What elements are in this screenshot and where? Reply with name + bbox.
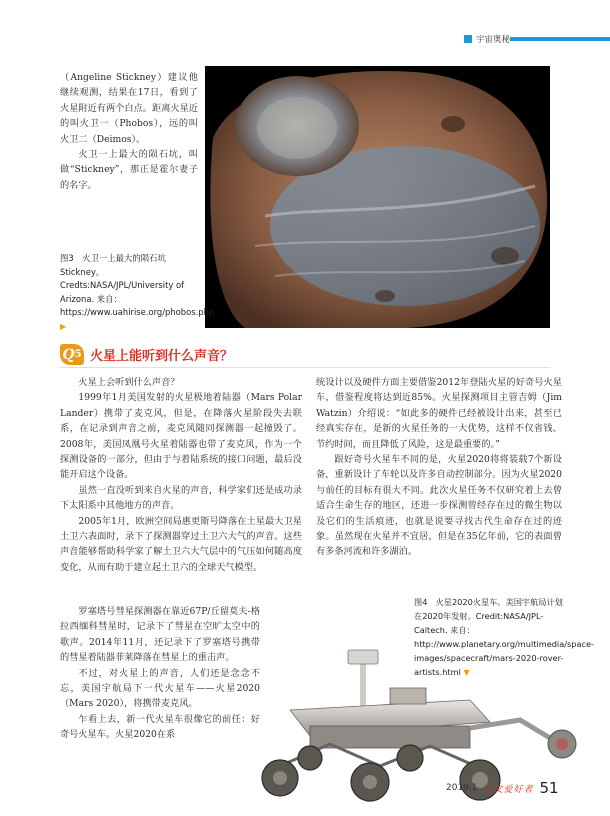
badge-number: 5 [74,349,82,360]
figure-3-caption-text: 图3 火卫一上最大的陨石坑Stickney。Credts:NASA/JPL/University of Arizona. 来自：https://www.uahirise.org/phobos.php [60,253,215,318]
paragraph: 不过，对火星上的声音，人们还是念念不忘，美国宇航局下一代火星车——火星2020（Mars 2020），将携带麦克风。 [60,667,260,710]
page-footer [446,779,559,797]
heading-divider [60,367,550,368]
question-title: 火星上能听到什么声音？ [90,349,234,364]
paragraph: 罗塞塔号彗星探测器在靠近67P/丘留莫夫-格拉西缅科彗星时，记录下了彗星在空旷太空中的歌声。2014年11月，还记录下了罗塞塔号携带的彗星着陆器菲莱降落在彗星上的重击声。 [60,606,260,664]
page-number: 51 [539,779,559,797]
paragraph: 统设计以及硬件方面主要借鉴2012年登陆火星的好奇号火星车，借鉴程度将达到近85%。火星探测项目主管吉姆（Jim Watzin）介绍说：“如此多的硬件已经被设计出来，甚至已经真实存在，是新的火星任务的一大优势，这样不仅省钱、节约时间，而且降低了风险，这是最重要的。” [316,377,562,450]
paragraph: （Angeline Stickney）建议他继续观测，结果在17日，看到了火星附近有两个白点。距离火星近的叫火卫一（Phobos），远的叫火卫二（Deimos）。 [60,72,198,145]
triangle-arrow-icon: ▶ [60,321,67,331]
question-heading [60,344,233,365]
top-left-text [60,70,198,193]
question-badge [60,344,84,365]
paragraph: 跟好奇号火星车不同的是，火星2020将将装载7个新设备，重新设计了车轮以及许多自动控制部分。因为火星2020与前任的目标有很大不同。此次火星任务不仅研究着上去曾适合生命生存的地区，还进一步探测曾经存在过的微生物以及它们的生活痕迹，也就是说要寻找古代生命存在过的迹象。虽然现在火星并不宜居，但是在35亿年前，它的表面曾有多条河流和许多湖泊。 [316,454,562,558]
badge-letter: Q [62,346,75,363]
paragraph: 火星上会听到什么声音？ [78,377,180,388]
triangle-down-icon: ▼ [463,668,470,677]
left-column [60,375,302,575]
section-tag [464,32,510,46]
paragraph: 2005年1月，欧洲空间局惠更斯号降落在土星最大卫星土卫六表面时，录下了探测器穿过土卫六大气的声音。这些声音能够帮助科学家了解土卫六大气层中的气压如何随高度变化，从而有助于建立起土卫六的全球天气模型。 [60,515,302,573]
section-square-icon [464,35,472,43]
phobos-image [205,66,550,328]
paragraph: 1999年1月美国发射的火星极地着陆器（Mars Polar Lander）携带了麦克风，但是，在降落火星阶段失去联系，在记录到声音之前，麦克风随同探测器一起撞毁了。2008年，美国凤凰号火星着陆器也带了麦克风，作为一个探测设备的一部分，但由于与着陆系统的接口问题，最后没能开启这个设备。 [60,392,302,481]
magazine-name: 天文爱好者 [483,784,534,795]
paragraph: 虽然一直没听到来自火星的声音，科学家们还是成功录下太阳系中其他地方的声音。 [60,484,302,512]
phobos-crater-photo [205,66,550,328]
figure-4-caption-text: 图4 火星2020火星车。美国宇航局计划在2020年发射。Credit:NASA/JPL-Caltech. 来自：http://www.planetary.org/multimedia/space-images/spacecraft/mars-2020-rover-artists.html [414,597,594,677]
figure-3-caption [60,252,215,334]
issue-date: 2019.1 [446,783,478,793]
paragraph: 乍看上去，新一代火星车很像它的前任：好奇号火星车。火星2020在系 [60,713,260,741]
right-column [316,375,562,560]
section-bar [510,37,610,41]
left-column-lower [60,604,260,743]
section-label: 宇宙奥秘 [476,35,511,45]
paragraph: 火卫一上最大的陨石坑，叫做“Stickney”，那正是霍尔妻子的名字。 [60,149,198,191]
